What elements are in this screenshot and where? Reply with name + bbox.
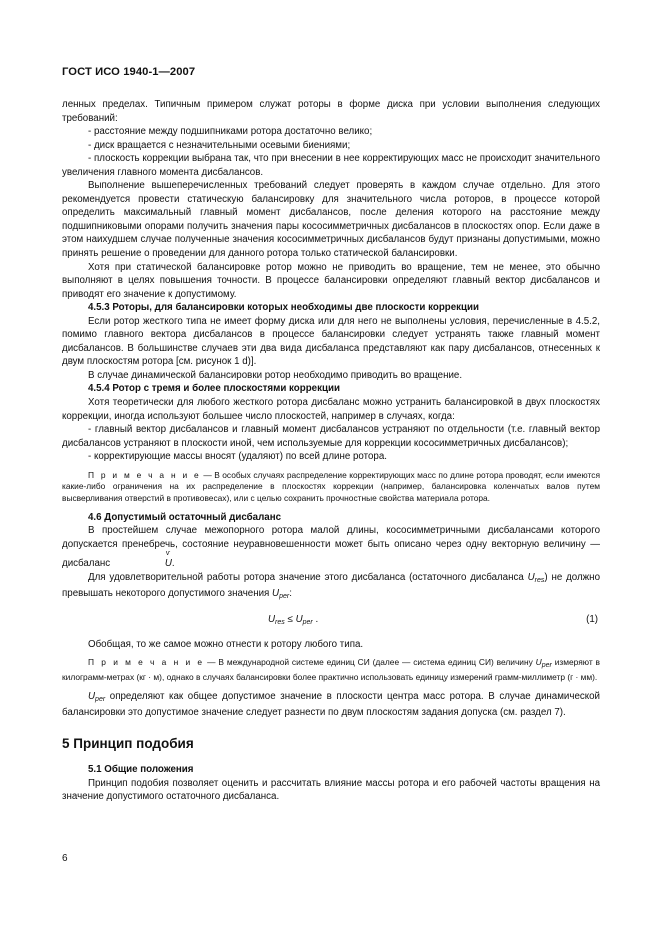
list-item: - плоскость коррекции выбрана так, что при внесении в нее корректирующих масс не происходит значительного увеличения главного момента дисбалансов.	[62, 153, 600, 178]
note-1	[62, 470, 600, 505]
list-item: - расстояние между подшипниками ротора достаточно велико;	[88, 126, 373, 138]
symbol-u: U	[272, 588, 280, 600]
symbol-u: U	[527, 571, 535, 583]
formula-number: (1)	[586, 613, 598, 625]
paragraph-text: Для удовлетворительной работы ротора значение этого дисбаланса (остаточного дисбаланса	[88, 571, 528, 583]
subscript-per: per	[279, 593, 290, 601]
unbalance-vector-symbol: ѵ U	[139, 557, 172, 571]
page-number: 6	[62, 853, 68, 864]
note-text: — В международной системе единиц СИ (далее — система единиц СИ) величину	[204, 657, 536, 668]
symbol-u: U	[88, 690, 96, 702]
formula-expression: $U_{res} \le U_{per}$ .	[268, 613, 319, 626]
paragraph-text: ) не должно превышать некоторого допустимого значения	[62, 571, 600, 600]
section-heading-5-1: 5.1 Общие положения	[88, 764, 194, 776]
paragraph: Принцип подобия позволяет оценить и рассчитать влияние массы ротора и его рабочей частоты вращения на значение допустимого остаточного дисбаланса.	[62, 777, 600, 803]
section-heading-5: 5 Принцип подобия	[62, 735, 194, 751]
paragraph: Хотя теоретически для любого жесткого ротора дисбаланс можно устранить балансировкой в двух плоскостях коррекции, иногда используют большее число плоскостей, например в случаях, когда:	[62, 397, 600, 422]
paragraph: Обобщая, то же самое можно отнести к ротору любого типа.	[88, 638, 364, 650]
formula-1	[62, 610, 600, 630]
list-item: - корректирующие массы вносят (удаляют) по всей длине ротора.	[88, 451, 387, 463]
paragraph: ленных пределах. Типичным примером служат роторы в форме диска при условии выполнения следующих требований:	[62, 99, 600, 124]
paragraph: Если ротор жесткого типа не имеет форму диска или для него не выполнены условия, перечисленные в 4.5.2, помимо главного вектора дисбалансов в процессе балансировки следует устранять также главный момент дисбалансов. В большинстве случаев эти два вида дисбаланса представляют как пару дисбалансов, отнесенных к двум плоскостям ротора [см. рисунок 1 d)].	[62, 315, 600, 368]
note-2	[62, 657, 600, 683]
paragraph-end: :	[289, 588, 292, 600]
paragraph	[62, 690, 600, 720]
page-body	[62, 98, 600, 804]
paragraph: В случае динамической балансировки ротор необходимо приводить во вращение.	[88, 369, 463, 381]
paragraph	[62, 524, 600, 571]
document-code-header: ГОСТ ИСО 1940-1—2007	[62, 66, 196, 78]
note-label: П р и м е ч а н и е	[88, 657, 205, 668]
paragraph: Выполнение вышеперечисленных требований следует проверять в каждом случае отдельно. Для этого рекомендуется провести статическую балансировку для значительного числа роторов, в процессе которой определить максимальный главный момент дисбалансов, после деления которого на расстояние между подшипниковыми опорами получить значения пары кососимметричных дисбалансов в плоскостях опор. Если даже в этом наихудшем случае полученные значения кососимметричных дисбалансов будут признаны допустимыми, можно принять решение о проведении для данного ротора только статической балансировки.	[62, 180, 600, 260]
paragraph: Хотя при статической балансировке ротор можно не приводить во вращение, тем не менее, это обычно выполняют в целях повышения точности. В процессе балансировки определяют главный вектор дисбалансов и приводят его значение к допустимому.	[62, 261, 600, 300]
list-item: - главный вектор дисбалансов и главный момент дисбалансов устраняют по отдельности (т.е. главный вектор дисбалансов устраняют в плоскости иной, чем используемые для коррекции кососимметричных дисбалансов);	[62, 424, 600, 449]
paragraph-end: .	[171, 558, 175, 570]
note-text: измеряют в килограмм-метрах (кг · м), однако в случаях балансировки более практично использовать единицу измерений грамм-миллиметр (г · мм).	[62, 657, 600, 682]
section-heading-4-5-3: 4.5.3 Роторы, для балансировки которых необходимы две плоскости коррекции	[88, 302, 480, 314]
subscript-per: per	[541, 662, 552, 670]
subscript-per: per	[95, 695, 106, 703]
note-text: — В особых случаях распределение корректирующих масс по длине ротора проводят, если имеются какие-либо ограничения на их распределение в плоскостях коррекции (например, балансировка коленчатых валов путем высверливания отверстий в противовесах), или с целью сохранить прочностные свойства материала ротора.	[62, 469, 600, 503]
section-heading-4-5-4: 4.5.4 Ротор с тремя и более плоскостями коррекции	[88, 383, 340, 395]
subscript-res: res	[534, 576, 545, 584]
list-item: - диск вращается с незначительными осевыми биениями;	[88, 139, 351, 151]
paragraph-text: определяют как общее допустимое значение в плоскости центра масс ротора. В случае динамической балансировки это допустимое значение следует разнести по двум плоскостям задания допуска (см. раздел 7).	[62, 690, 600, 719]
symbol-u: U	[535, 657, 542, 668]
paragraph-text: В простейшем случае межопорного ротора малой длины, кососимметричными дисбалансами которого допускается пренебречь, состояние неуравновешенности может быть описано через одну векторную величину — дисбаланс	[62, 525, 600, 570]
section-heading-4-6: 4.6 Допустимый остаточный дисбаланс	[88, 511, 282, 523]
paragraph	[62, 571, 600, 604]
note-label: П р и м е ч а н и е	[88, 469, 201, 480]
